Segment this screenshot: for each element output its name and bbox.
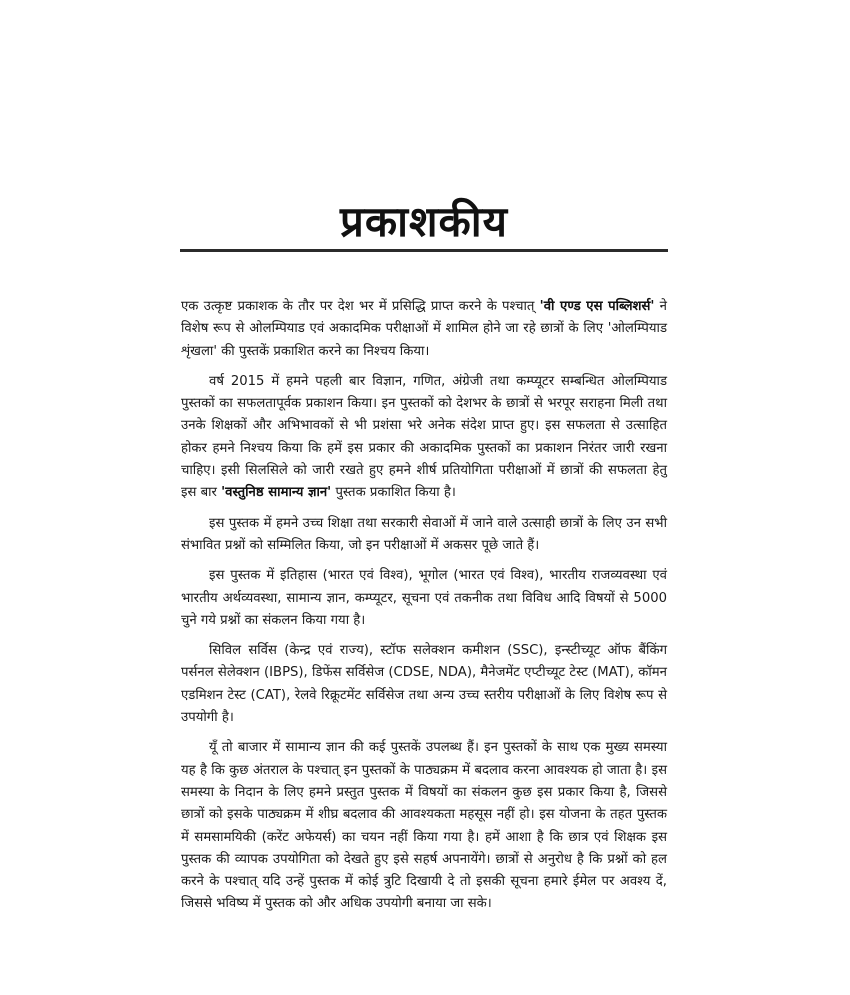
page-title: प्रकाशकीय — [339, 197, 509, 246]
title-underline — [180, 249, 668, 252]
paragraph-1-text-c: ने विशेष रूप से ओलम्पियाड एवं अकादमिक परीक्षाओं में शामिल होने जा रहे छात्रों के लिए 'ओलम्पियाड शृंखला' की पुस्तकें प्रकाशित करने का निश्चय किया। — [181, 299, 667, 359]
book-title: 'वस्तुनिष्ठ सामान्य ज्ञान' — [221, 485, 332, 501]
paragraph-2 — [181, 371, 667, 505]
paragraph-5: सिविल सर्विस (केन्द्र एवं राज्य), स्टॉफ सलेक्शन कमीशन (SSC), इन्स्टीच्यूट ऑफ बैंकिंग पर्सनल सेलेक्शन (IBPS), डिफेंस सर्विसेज (CDSE, NDA), मैनेजमेंट एप्टीच्यूट टेस्ट (MAT), कॉमन एडमिशन टेस्ट (CAT), रेलवे रिक्रूटमेंट सर्विसेज तथा अन्य उच्च स्तरीय परीक्षाओं के लिए विशेष रूप से उपयोगी है। — [181, 643, 667, 726]
publisher-name: 'वी एण्ड एस पब्लिशर्स' — [539, 299, 655, 314]
paragraph-1 — [181, 296, 667, 363]
paragraph-4: इस पुस्तक में इतिहास (भारत एवं विश्व), भूगोल (भारत एवं विश्व), भारतीय राजव्यवस्था एवं भारतीय अर्थव्यवस्था, सामान्य ज्ञान, कम्प्यूटर, सूचना एवं तकनीक तथा विविध आदि विषयों से 5000 चुने गये प्रश्नों का संकलन किया गया है। — [181, 568, 667, 628]
paragraph-2-text-c: पुस्तक प्रकाशित किया है। — [335, 485, 456, 501]
paragraph-3: इस पुस्तक में हमने उच्च शिक्षा तथा सरकारी सेवाओं में जाने वाले उत्साही छात्रों के लिए उन सभी संभावित प्रश्नों को सम्मिलित किया, जो इन परीक्षाओं में अकसर पूछे जाते हैं। — [181, 515, 667, 553]
body-text — [181, 296, 667, 916]
paragraph-2-text-a: वर्ष 2015 में हमने पहली बार विज्ञान, गणित, अंग्रेजी तथा कम्प्यूटर सम्बन्धित ओलम्पियाड पुस्तकों का सफलतापूर्वक प्रकाशन किया। इन पुस्तकों को देशभर के छात्रों से भरपूर सराहना मिली तथा उनके शिक्षकों और अभिभावकों से भी प्रशंसा भरे अनेक संदेश प्राप्त हुए। इस सफलता से उत्साहित होकर हमने निश्चय किया कि हमें इस प्रकार की अकादमिक पुस्तकों का प्रकाशन निरंतर जारी रखना चाहिए। इसी सिलसिले को जारी रखते हुए हमने शीर्ष प्रतियोगिता परीक्षाओं में छात्रों की सफलता हेतु इस बार — [181, 373, 667, 501]
paragraph-6: यूँ तो बाजार में सामान्य ज्ञान की कई पुस्तकें उपलब्ध हैं। इन पुस्तकों के साथ एक मुख्य समस्या यह है कि कुछ अंतराल के पश्चात् इन पुस्तकों के पाठ्यक्रम में बदलाव करना आवश्यक हो जाता है। इस समस्या के निदान के लिए हमने प्रस्तुत पुस्तक में विषयों का संकलन कुछ इस प्रकार किया है, जिससे छात्रों को इसके पाठ्यक्रम में शीघ्र बदलाव की आवश्यकता महसूस नहीं हो। इस योजना के तहत पुस्तक में समसामयिकी (करेंट अफेयर्स) का चयन नहीं किया गया है। हमें आशा है कि छात्र एवं शिक्षक इस पुस्तक की व्यापक उपयोगिता को देखते हुए इसे सहर्ष अपनायेंगे। छात्रों से अनुरोध है कि प्रश्नों को हल करने के पश्चात् यदि उन्हें पुस्तक में कोई त्रुटि दिखायी दे तो इसकी सूचना हमारे ईमेल पर अवश्य दें, जिससे भविष्य में पुस्तक को और अधिक उपयोगी बनाया जा सके। — [181, 740, 667, 912]
paragraph-1-text-a: एक उत्कृष्ट प्रकाशक के तौर पर देश भर में प्रसिद्धि प्राप्त करने के पश्चात् — [181, 299, 535, 314]
